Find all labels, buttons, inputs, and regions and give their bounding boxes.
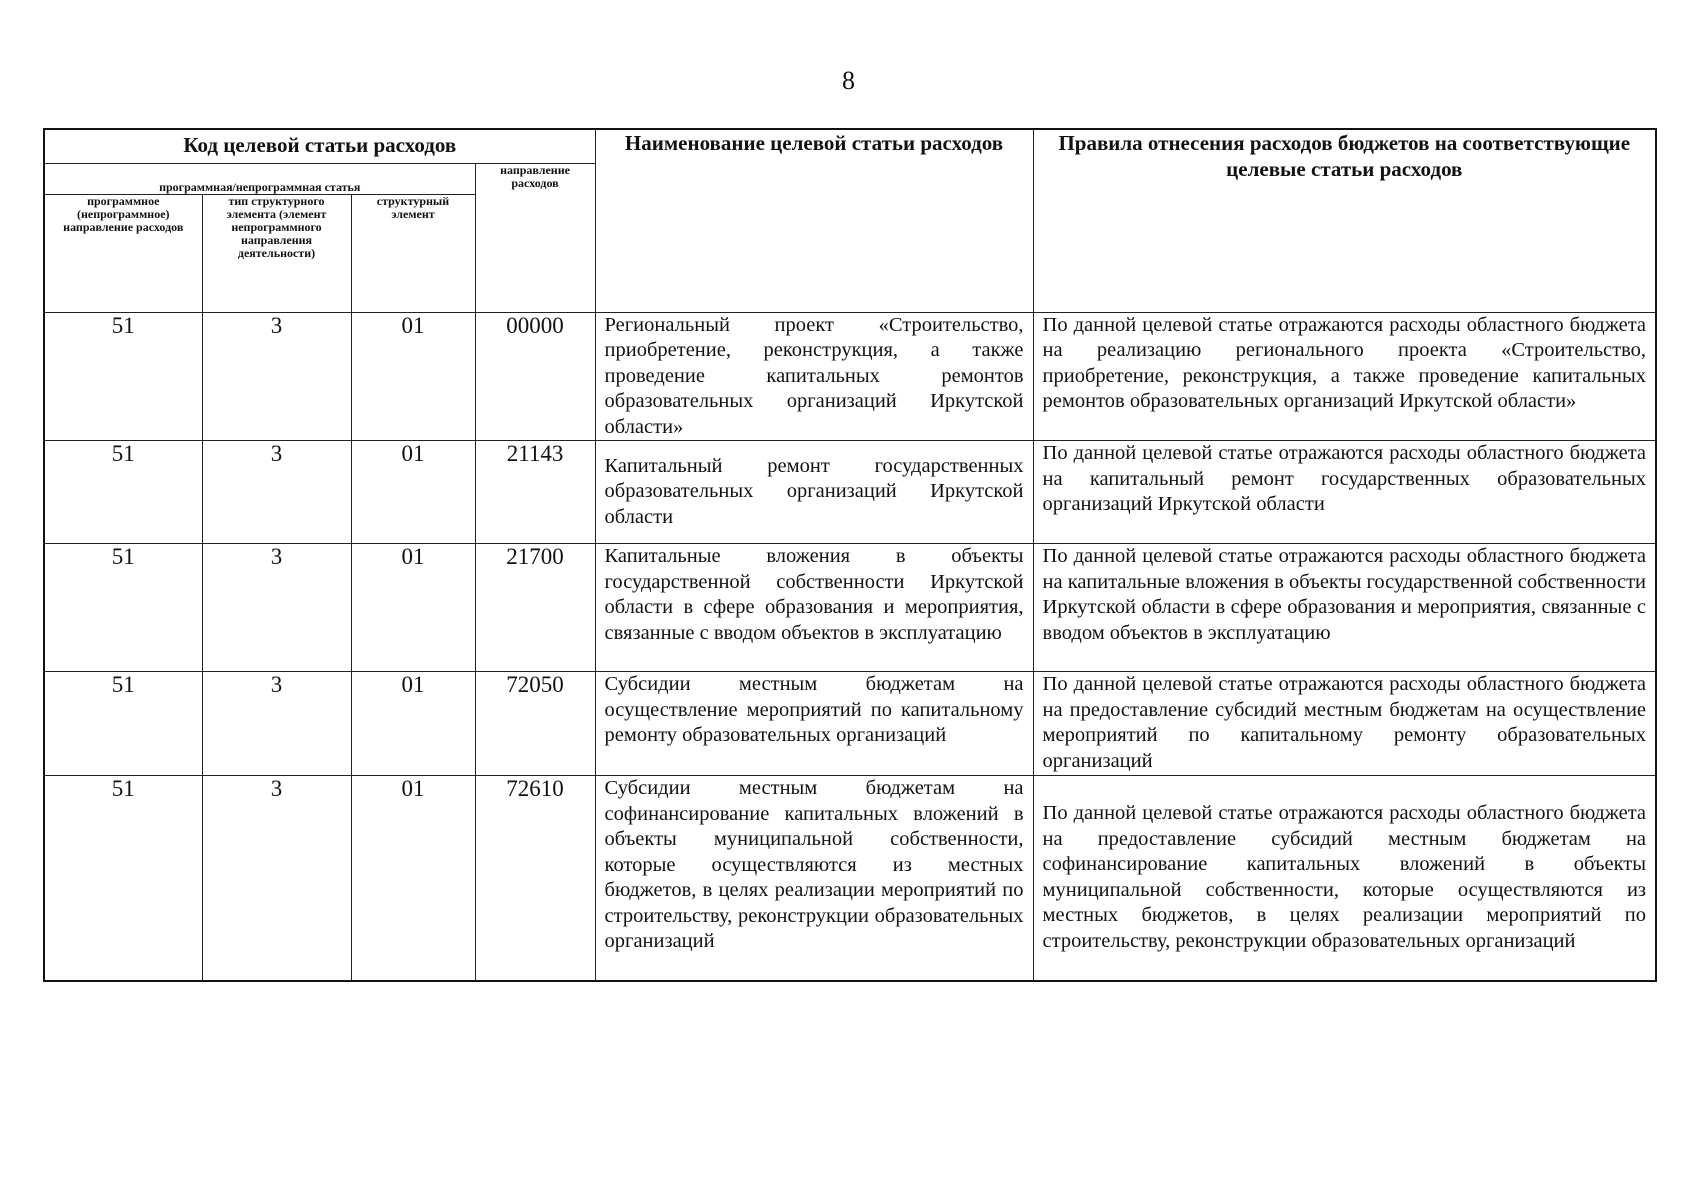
cell-program: 51: [44, 441, 202, 544]
header-rules: Правила отнесения расходов бюджетов на соответствующие целевые статьи расходов: [1033, 129, 1656, 312]
cell-element: 01: [351, 441, 475, 544]
page-number: 8: [842, 66, 855, 95]
header-name: Наименование целевой статьи расходов: [595, 129, 1033, 312]
header-program-group: программная/непрограммная статья: [44, 163, 475, 194]
table-row: [44, 776, 1656, 981]
cell-element: 01: [351, 544, 475, 672]
cell-element: 01: [351, 776, 475, 981]
table-row: [44, 312, 1656, 441]
table-row: [44, 672, 1656, 776]
cell-direction: 72610: [475, 776, 595, 981]
table-row: [44, 441, 1656, 544]
target-articles-table: [43, 128, 1657, 982]
cell-program: 51: [44, 776, 202, 981]
cell-type: 3: [202, 672, 351, 776]
cell-name: Капитальные вложения в объекты государственной собственности Иркутской области в сфере образования и мероприятия, связанные с вводом объектов в эксплуатацию: [595, 544, 1033, 672]
cell-name: Субсидии местным бюджетам на софинансирование капитальных вложений в объекты муниципальной собственности, которые осуществляются из местных бюджетов, в целях реализации мероприятий по строительству, реконструкции образовательных организаций: [595, 776, 1033, 981]
cell-direction: 72050: [475, 672, 595, 776]
cell-rule: По данной целевой статье отражаются расходы областного бюджета на капитальные вложения в объекты государственной собственности Иркутской области в сфере образования и мероприятия, связанные с вводом объектов в эксплуатацию: [1033, 544, 1656, 672]
cell-name: Субсидии местным бюджетам на осуществление мероприятий по капитальному ремонту образовательных организаций: [595, 672, 1033, 776]
cell-rule: По данной целевой статье отражаются расходы областного бюджета на предоставление субсидий местным бюджетам на софинансирование капитальных вложений в объекты муниципальной собственности, которые осуществляются из местных бюджетов, в целях реализации мероприятий по строительству, реконструкции образовательных организаций: [1033, 776, 1656, 981]
cell-program: 51: [44, 544, 202, 672]
cell-rule: По данной целевой статье отражаются расходы областного бюджета на предоставление субсидий местным бюджетам на осуществление мероприятий по капитальному ремонту образовательных организаций: [1033, 672, 1656, 776]
cell-type: 3: [202, 312, 351, 441]
cell-type: 3: [202, 441, 351, 544]
header-row-1: [44, 129, 1656, 163]
header-program-direction: программное (непрограммное) направление расходов: [44, 194, 202, 312]
cell-direction: 21700: [475, 544, 595, 672]
table-row: [44, 544, 1656, 672]
cell-direction: 00000: [475, 312, 595, 441]
cell-type: 3: [202, 544, 351, 672]
header-element-type: тип структурного элемента (элемент непрограммного направления деятельности): [202, 194, 351, 312]
cell-program: 51: [44, 312, 202, 441]
cell-element: 01: [351, 312, 475, 441]
cell-type: 3: [202, 776, 351, 981]
cell-direction: 21143: [475, 441, 595, 544]
cell-program: 51: [44, 672, 202, 776]
header-code-group: Код целевой статьи расходов: [44, 129, 595, 163]
cell-rule: По данной целевой статье отражаются расходы областного бюджета на капитальный ремонт государственных образовательных организаций Иркутской области: [1033, 441, 1656, 544]
cell-name: Капитальный ремонт государственных образовательных организаций Иркутской области: [595, 441, 1033, 544]
header-structural-element: структурный элемент: [351, 194, 475, 312]
cell-element: 01: [351, 672, 475, 776]
cell-name: Региональный проект «Строительство, приобретение, реконструкция, а также проведение капитальных ремонтов образовательных организаций Иркутской области»: [595, 312, 1033, 441]
cell-rule: По данной целевой статье отражаются расходы областного бюджета на реализацию регионального проекта «Строительство, приобретение, реконструкция, а также проведение капитальных ремонтов образовательных организаций Иркутской области»: [1033, 312, 1656, 441]
header-expense-direction: направление расходов: [475, 163, 595, 312]
